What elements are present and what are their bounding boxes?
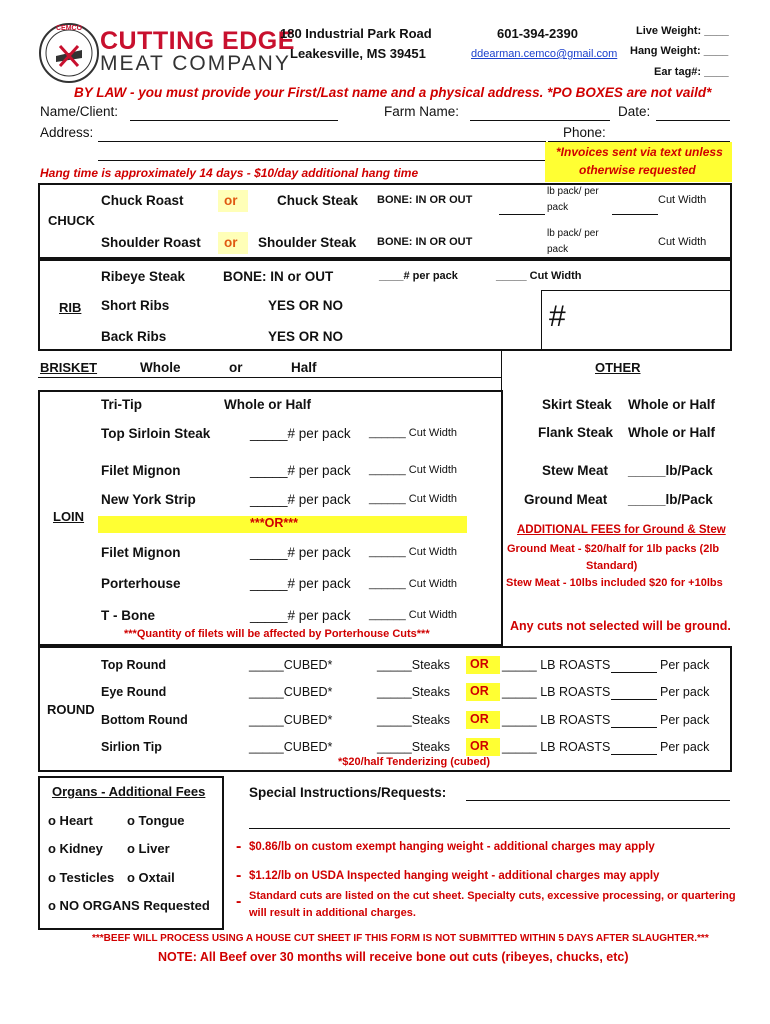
logo-seal-text: CEMCO: [56, 25, 83, 32]
ribeye-per-pack[interactable]: ____# per pack: [379, 270, 458, 282]
round-row-top: Top Round: [101, 658, 167, 672]
top-sirloin-steak: Top Sirloin Steak: [101, 426, 211, 441]
ear-tag-field[interactable]: Ear tag#: ____: [654, 66, 729, 78]
rib-hash-box[interactable]: [541, 290, 732, 351]
top-sirloin-cut-width[interactable]: ______ Cut Width: [369, 427, 458, 439]
tri-tip: Tri-Tip: [101, 397, 143, 412]
porterhouse: Porterhouse: [101, 576, 181, 591]
fee-usda-inspected: $1.12/lb on USDA Inspected hanging weight - additional charges may apply: [249, 870, 660, 882]
farm-label: Farm Name:: [384, 104, 460, 119]
not-selected-ground: Any cuts not selected will be ground.: [510, 619, 731, 633]
bone-out-note: NOTE: All Beef over 30 months will receive bone out cuts (ribeyes, chucks, etc): [158, 950, 629, 964]
chuck-steak: Chuck Steak: [277, 193, 359, 208]
brisket-or: or: [229, 360, 243, 375]
tri-tip-option[interactable]: Whole or Half: [224, 397, 311, 412]
chuck-or-1: or: [224, 193, 238, 208]
organ-heart[interactable]: o Heart: [48, 813, 93, 828]
round-tip-steaks[interactable]: _____Steaks: [377, 740, 450, 754]
back-ribs: Back Ribs: [101, 329, 167, 344]
date-label: Date:: [618, 104, 651, 119]
invoice-notice-2: otherwise requested: [579, 163, 696, 177]
fee-bullet-3: -: [236, 893, 242, 910]
rib-label: RIB: [59, 300, 82, 315]
other-label: OTHER: [595, 360, 641, 375]
fee-ground-1: Ground Meat - $20/half for 1lb packs (2lb: [507, 543, 720, 555]
ribeye-steak: Ribeye Steak: [101, 269, 186, 284]
round-eye-per-pack-line[interactable]: [611, 699, 657, 700]
round-bottom-or: OR: [466, 711, 500, 729]
house-cut-notice: ***BEEF WILL PROCESS USING A HOUSE CUT SHEET IF THIS FORM IS NOT SUBMITTED WITHIN 5 DAYS AFTER SLAUGHTER.***: [92, 933, 709, 944]
round-tip-or: OR: [466, 738, 500, 756]
company-address-1: 180 Industrial Park Road: [280, 26, 432, 41]
round-top-steaks[interactable]: _____Steaks: [377, 658, 450, 672]
organ-none[interactable]: o NO ORGANS Requested: [48, 898, 210, 913]
live-weight-field[interactable]: Live Weight: ____: [636, 25, 729, 37]
quantity-note: ***Quantity of filets will be affected by Porterhouse Cuts***: [124, 628, 430, 640]
company-address-2: Leakesville, MS 39451: [290, 46, 426, 61]
brisket-underline: [38, 377, 501, 378]
filet-2-cut-width[interactable]: ______ Cut Width: [369, 546, 458, 558]
skirt-steak: Skirt Steak: [542, 397, 612, 412]
phone-label: Phone:: [563, 125, 606, 140]
round-eye-or: OR: [466, 683, 500, 701]
organ-liver[interactable]: o Liver: [127, 841, 170, 856]
organ-oxtail[interactable]: o Oxtail: [127, 870, 175, 885]
hang-weight-field[interactable]: Hang Weight: ____: [630, 45, 729, 57]
filet-mignon-2: Filet Mignon: [101, 545, 181, 560]
organ-kidney[interactable]: o Kidney: [48, 841, 103, 856]
loin-label: LOIN: [53, 509, 85, 524]
chuck-width-line-1[interactable]: [612, 214, 658, 215]
chuck-or-2: or: [224, 235, 238, 250]
tenderizing-note: *$20/half Tenderizing (cubed): [338, 756, 490, 768]
stew-meat-option[interactable]: _____lb/Pack: [628, 463, 713, 478]
filet-2-per-pack[interactable]: _____# per pack: [250, 545, 351, 560]
fee-ground-2: Standard): [586, 560, 638, 572]
round-eye-lb-roasts[interactable]: _____ LB ROASTS: [502, 685, 611, 699]
round-label: ROUND: [47, 702, 95, 717]
round-top-lb-roasts[interactable]: _____ LB ROASTS: [502, 658, 611, 672]
chuck-lb-line-1[interactable]: [499, 214, 545, 215]
round-eye-steaks[interactable]: _____Steaks: [377, 685, 450, 699]
top-sirloin-per-pack[interactable]: _____# per pack: [250, 426, 351, 441]
fee-specialty-2: will result in additional charges.: [249, 907, 416, 919]
round-top-cubed[interactable]: _____CUBED*: [249, 658, 333, 672]
chuck-lbpack-2b: pack: [547, 244, 569, 255]
brisket-label: BRISKET: [40, 360, 98, 375]
flank-steak-option[interactable]: Whole or Half: [628, 425, 715, 440]
round-top-per-pack: Per pack: [660, 658, 710, 672]
fee-stew: Stew Meat - 10lbs included $20 for +10lbs: [506, 577, 723, 589]
company-phone: 601-394-2390: [497, 26, 578, 41]
ny-strip-per-pack[interactable]: _____# per pack: [250, 492, 351, 507]
t-bone: T - Bone: [101, 608, 155, 623]
skirt-steak-option[interactable]: Whole or Half: [628, 397, 715, 412]
short-ribs-option[interactable]: YES OR NO: [268, 298, 344, 313]
date-input-line[interactable]: [656, 120, 730, 121]
ribeye-cut-width[interactable]: _____ Cut Width: [496, 270, 582, 282]
round-top-per-pack-line[interactable]: [611, 672, 657, 673]
organs-title: Organs - Additional Fees: [52, 784, 206, 799]
round-row-bottom: Bottom Round: [101, 713, 188, 727]
filet-mignon-1: Filet Mignon: [101, 463, 181, 478]
round-tip-lb-roasts[interactable]: _____ LB ROASTS: [502, 740, 611, 754]
chuck-bone-1[interactable]: BONE: IN OR OUT: [377, 194, 473, 206]
organ-testicles[interactable]: o Testicles: [48, 870, 115, 885]
round-row-eye: Eye Round: [101, 685, 167, 699]
special-line-2[interactable]: [249, 828, 730, 829]
special-instructions-label: Special Instructions/Requests:: [249, 785, 447, 800]
chuck-lbpack-1b: pack: [547, 202, 569, 213]
hang-time-notice: Hang time is approximately 14 days - $10/day additional hang time: [40, 166, 419, 180]
stew-meat: Stew Meat: [542, 463, 609, 478]
filet-1-per-pack[interactable]: _____# per pack: [250, 463, 351, 478]
fee-specialty-1: Standard cuts are listed on the cut sheet. Specialty cuts, excessive processing, or quartering: [249, 890, 736, 902]
ground-meat: Ground Meat: [524, 492, 608, 507]
or-banner: ***OR***: [250, 516, 298, 530]
address-input-line[interactable]: [98, 141, 546, 142]
chuck-label: CHUCK: [48, 213, 95, 228]
shoulder-roast: Shoulder Roast: [101, 235, 201, 250]
invoice-notice-1: *Invoices sent via text unless: [556, 145, 723, 159]
other-divider: [501, 351, 502, 646]
flank-steak: Flank Steak: [538, 425, 614, 440]
round-bottom-steaks[interactable]: _____Steaks: [377, 713, 450, 727]
new-york-strip: New York Strip: [101, 492, 196, 507]
round-bottom-per-pack: Per pack: [660, 713, 710, 727]
chuck-lbpack-2a: lb pack/ per: [547, 228, 599, 239]
name-label: Name/Client:: [40, 104, 119, 119]
company-email[interactable]: ddearman.cemco@gmail.com: [471, 48, 618, 60]
chuck-or-2-hl: [218, 232, 248, 254]
additional-fees-title: ADDITIONAL FEES for Ground & Stew: [517, 524, 726, 536]
round-tip-cubed[interactable]: _____CUBED*: [249, 740, 333, 754]
address-label: Address:: [40, 125, 94, 140]
brisket-whole[interactable]: Whole: [140, 360, 181, 375]
law-notice: BY LAW - you must provide your First/Last name and a physical address. *PO BOXES are not vaild*: [74, 85, 712, 100]
company-name-line2: MEAT COMPANY: [100, 52, 291, 75]
brisket-half[interactable]: Half: [291, 360, 317, 375]
round-tip-per-pack-line[interactable]: [611, 754, 657, 755]
round-bottom-per-pack-line[interactable]: [611, 727, 657, 728]
round-eye-per-pack: Per pack: [660, 685, 710, 699]
back-ribs-option[interactable]: YES OR NO: [268, 329, 344, 344]
company-name-line1: CUTTING EDGE: [100, 27, 295, 55]
round-bottom-lb-roasts[interactable]: _____ LB ROASTS: [502, 713, 611, 727]
round-bottom-cubed[interactable]: _____CUBED*: [249, 713, 333, 727]
farm-input-line[interactable]: [470, 120, 610, 121]
fee-bullet-1: -: [236, 838, 242, 855]
short-ribs: Short Ribs: [101, 298, 170, 313]
special-line-1[interactable]: [466, 800, 730, 801]
address-input-line-2[interactable]: [98, 160, 546, 161]
tbone-per-pack[interactable]: _____# per pack: [250, 608, 351, 623]
fee-custom-exempt: $0.86/lb on custom exempt hanging weight - additional charges may apply: [249, 841, 655, 853]
porterhouse-per-pack[interactable]: _____# per pack: [250, 576, 351, 591]
chuck-cut-width-2: Cut Width: [658, 236, 707, 248]
ground-meat-option[interactable]: _____lb/Pack: [628, 492, 713, 507]
round-tip-per-pack: Per pack: [660, 740, 710, 754]
chuck-cut-width-1: Cut Width: [658, 194, 707, 206]
shoulder-steak: Shoulder Steak: [258, 235, 357, 250]
round-row-sirloin-tip: Sirlion Tip: [101, 740, 162, 754]
filet-1-cut-width[interactable]: ______ Cut Width: [369, 464, 458, 476]
round-top-or: OR: [466, 656, 500, 674]
tbone-cut-width[interactable]: ______ Cut Width: [369, 609, 458, 621]
chuck-or-1-hl: [218, 190, 248, 212]
name-input-line[interactable]: [130, 120, 338, 121]
porterhouse-cut-width[interactable]: ______ Cut Width: [369, 578, 458, 590]
round-eye-cubed[interactable]: _____CUBED*: [249, 685, 333, 699]
chuck-bone-2[interactable]: BONE: IN OR OUT: [377, 236, 473, 248]
fee-bullet-2: -: [236, 867, 242, 884]
chuck-roast: Chuck Roast: [101, 193, 184, 208]
chuck-lbpack-1a: lb pack/ per: [547, 186, 599, 197]
ny-strip-cut-width[interactable]: ______ Cut Width: [369, 493, 458, 505]
ribeye-bone[interactable]: BONE: IN or OUT: [223, 269, 334, 284]
rib-hash-symbol: #: [549, 300, 566, 333]
organ-tongue[interactable]: o Tongue: [127, 813, 185, 828]
